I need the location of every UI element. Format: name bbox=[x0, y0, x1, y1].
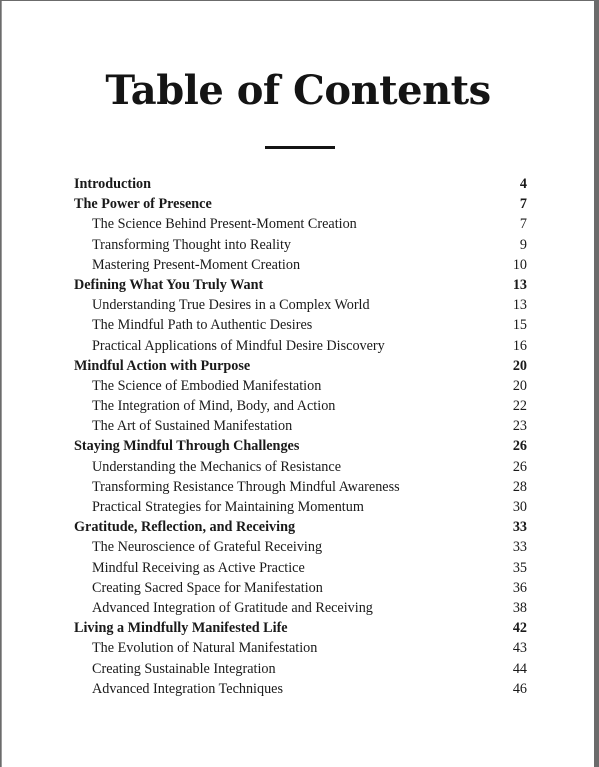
toc-entry-label: Practical Strategies for Maintaining Momentum bbox=[92, 499, 364, 515]
toc-entry-page-number: 16 bbox=[512, 337, 527, 354]
toc-entry-page-number: 7 bbox=[519, 216, 527, 233]
toc-entry-page-number: 15 bbox=[512, 317, 527, 334]
toc-section-entry[interactable] bbox=[74, 214, 527, 234]
toc-entry-label: Staying Mindful Through Challenges bbox=[74, 438, 300, 455]
toc-entry-label: The Art of Sustained Manifestation bbox=[92, 418, 293, 435]
toc-section-entry[interactable] bbox=[74, 396, 527, 416]
toc-section-entry[interactable] bbox=[74, 558, 527, 578]
toc-entry-page-number: 42 bbox=[512, 620, 527, 637]
toc-section-entry[interactable] bbox=[74, 457, 527, 477]
toc-entry-label: Transforming Resistance Through Mindful Awareness bbox=[92, 478, 400, 495]
toc-entry-page-number: 20 bbox=[512, 377, 527, 394]
toc-entry-label: Mindful Action with Purpose bbox=[74, 357, 251, 374]
toc-entry-label: The Science Behind Present-Moment Creation bbox=[92, 216, 357, 233]
toc-chapter-entry[interactable] bbox=[74, 618, 527, 638]
toc-entry-page-number: 13 bbox=[512, 297, 527, 314]
toc-entry-page-number: 30 bbox=[512, 499, 527, 515]
toc-entry-label: The Integration of Mind, Body, and Action bbox=[92, 398, 336, 415]
toc-entry-page-number: 13 bbox=[512, 276, 527, 293]
toc-chapter-entry[interactable] bbox=[74, 275, 527, 295]
toc-entry-label: Introduction bbox=[74, 176, 151, 192]
toc-entry-label: Practical Applications of Mindful Desire Discovery bbox=[92, 337, 385, 354]
toc-entry-label: Advanced Integration of Gratitude and Receiving bbox=[92, 599, 373, 616]
toc-entry-label: Mastering Present-Moment Creation bbox=[92, 256, 301, 273]
toc-section-entry[interactable] bbox=[74, 336, 527, 356]
toc-chapter-entry[interactable] bbox=[74, 356, 527, 376]
toc-entry-label: Living a Mindfully Manifested Life bbox=[74, 620, 288, 637]
toc-entry-label: The Neuroscience of Grateful Receiving bbox=[92, 539, 323, 556]
toc-section-entry[interactable] bbox=[74, 578, 527, 598]
toc-entry-page-number: 23 bbox=[512, 418, 527, 435]
toc-entry-page-number: 43 bbox=[512, 640, 527, 657]
toc-entry-page-number: 7 bbox=[519, 196, 527, 213]
title-divider bbox=[265, 146, 335, 149]
toc-entry-page-number: 44 bbox=[512, 660, 527, 677]
table-of-contents bbox=[74, 174, 527, 699]
toc-section-entry[interactable] bbox=[74, 315, 527, 335]
toc-entry-page-number: 38 bbox=[512, 599, 527, 616]
toc-entry-label: Understanding True Desires in a Complex World bbox=[92, 297, 370, 314]
toc-chapter-entry[interactable] bbox=[74, 517, 527, 537]
toc-section-entry[interactable] bbox=[74, 679, 527, 699]
toc-entry-label: Creating Sacred Space for Manifestation bbox=[92, 579, 323, 596]
toc-entry-label: The Mindful Path to Authentic Desires bbox=[92, 317, 313, 334]
toc-entry-label: Mindful Receiving as Active Practice bbox=[92, 559, 305, 576]
toc-entry-label: Creating Sustainable Integration bbox=[92, 660, 276, 677]
toc-section-entry[interactable] bbox=[74, 235, 527, 255]
toc-entry-label: Defining What You Truly Want bbox=[74, 276, 264, 293]
toc-entry-label: Understanding the Mechanics of Resistance bbox=[92, 458, 341, 475]
toc-section-entry[interactable] bbox=[74, 376, 527, 396]
toc-entry-page-number: 20 bbox=[512, 357, 527, 374]
toc-section-entry[interactable] bbox=[74, 537, 527, 557]
toc-entry-label: The Science of Embodied Manifestation bbox=[92, 377, 322, 394]
toc-chapter-entry[interactable] bbox=[74, 436, 527, 456]
toc-section-entry[interactable] bbox=[74, 477, 527, 497]
toc-section-entry[interactable] bbox=[74, 295, 527, 315]
toc-entry-page-number: 4 bbox=[519, 176, 527, 192]
toc-entry-page-number: 33 bbox=[512, 539, 527, 556]
toc-entry-page-number: 26 bbox=[512, 438, 527, 455]
toc-section-entry[interactable] bbox=[74, 497, 527, 517]
page-title: Table of Contents bbox=[105, 67, 491, 114]
toc-section-entry[interactable] bbox=[74, 638, 527, 658]
toc-section-entry[interactable] bbox=[74, 598, 527, 618]
toc-chapter-entry[interactable] bbox=[74, 194, 527, 214]
toc-entry-page-number: 46 bbox=[512, 680, 527, 697]
toc-entry-page-number: 28 bbox=[512, 478, 527, 495]
toc-section-entry[interactable] bbox=[74, 255, 527, 275]
toc-entry-page-number: 33 bbox=[512, 519, 527, 536]
toc-entry-label: The Power of Presence bbox=[74, 196, 212, 213]
toc-section-entry[interactable] bbox=[74, 659, 527, 679]
document-page bbox=[1, 1, 594, 767]
toc-entry-page-number: 26 bbox=[512, 458, 527, 475]
toc-entry-page-number: 35 bbox=[512, 559, 527, 576]
toc-section-entry[interactable] bbox=[74, 416, 527, 436]
toc-chapter-entry[interactable] bbox=[74, 174, 527, 194]
toc-entry-label: Advanced Integration Techniques bbox=[92, 680, 283, 697]
toc-entry-label: Transforming Thought into Reality bbox=[92, 236, 292, 253]
toc-entry-label: The Evolution of Natural Manifestation bbox=[92, 640, 318, 657]
toc-entry-page-number: 10 bbox=[512, 256, 527, 273]
toc-entry-page-number: 22 bbox=[512, 398, 527, 415]
toc-entry-page-number: 36 bbox=[512, 579, 527, 596]
toc-entry-page-number: 9 bbox=[519, 236, 527, 253]
toc-entry-label: Gratitude, Reflection, and Receiving bbox=[74, 519, 296, 536]
